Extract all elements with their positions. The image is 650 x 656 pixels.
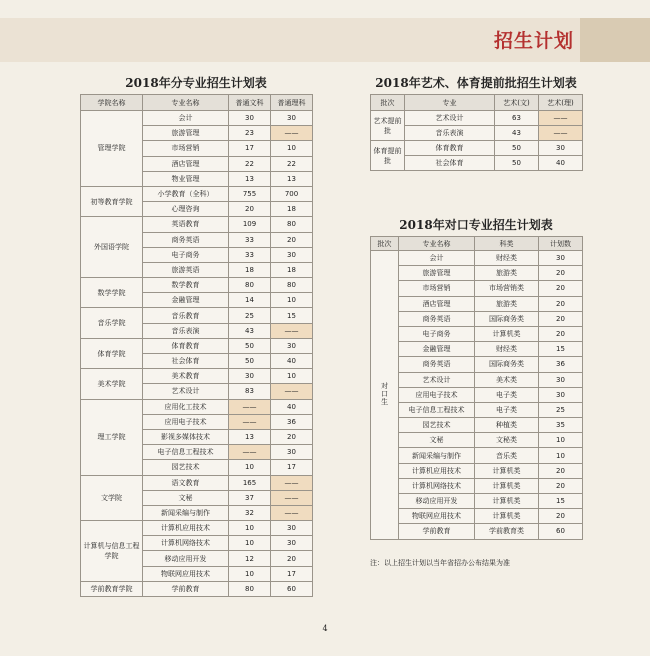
table-row <box>371 463 583 478</box>
plan-count: 20 <box>271 551 313 566</box>
college-name: 文学院 <box>81 475 143 521</box>
major-name: 会计 <box>399 251 475 266</box>
college-name: 计算机与信息工程学院 <box>81 521 143 582</box>
subject-category: 种植类 <box>475 418 539 433</box>
major-name: 金融管理 <box>143 293 229 308</box>
subject-category: 旅游类 <box>475 296 539 311</box>
plan-count: 60 <box>271 581 313 596</box>
plan-count: 80 <box>271 217 313 232</box>
plan-count: 30 <box>271 247 313 262</box>
batch-name: 艺术提前批 <box>371 111 405 141</box>
college-name: 初等教育学院 <box>81 186 143 216</box>
plan-count: 15 <box>271 308 313 323</box>
plan-count: 30 <box>271 521 313 536</box>
major-name: 金融管理 <box>399 342 475 357</box>
subject-category: 财经类 <box>475 251 539 266</box>
major-name: 应用电子技术 <box>143 414 229 429</box>
subject-category: 计算机类 <box>475 463 539 478</box>
column-header: 批次 <box>371 95 405 111</box>
plan-count: 37 <box>229 490 271 505</box>
batch-name: 体育提前批 <box>371 141 405 171</box>
major-name: 英语教育 <box>143 217 229 232</box>
major-name: 计算机应用技术 <box>399 463 475 478</box>
plan-count: 33 <box>229 247 271 262</box>
column-header: 计划数 <box>539 237 583 251</box>
plan-count: 10 <box>271 293 313 308</box>
table-row <box>371 342 583 357</box>
plan-count: 20 <box>271 429 313 444</box>
plan-count: 80 <box>229 278 271 293</box>
major-name: 音乐教育 <box>143 308 229 323</box>
plan-count: —— <box>539 111 583 126</box>
subject-category: 电子类 <box>475 402 539 417</box>
column-header: 学院名称 <box>81 95 143 111</box>
major-name: 新闻采编与制作 <box>143 505 229 520</box>
major-name: 市场营销 <box>399 281 475 296</box>
major-name: 商务英语 <box>399 357 475 372</box>
plan-count: 20 <box>539 478 583 493</box>
plan-count: 40 <box>271 354 313 369</box>
college-name: 外国语学院 <box>81 217 143 278</box>
major-name: 社会体育 <box>143 354 229 369</box>
table-row <box>371 266 583 281</box>
major-name: 学前教育 <box>143 581 229 596</box>
plan-count: 43 <box>229 323 271 338</box>
art-sports-plan-table <box>370 94 583 171</box>
plan-count: 10 <box>229 521 271 536</box>
plan-count: 36 <box>271 414 313 429</box>
table-row <box>81 475 313 490</box>
table-row <box>371 311 583 326</box>
plan-count: 18 <box>271 262 313 277</box>
plan-count: 20 <box>539 296 583 311</box>
plan-count: 700 <box>271 186 313 201</box>
subject-category: 美术类 <box>475 372 539 387</box>
table-row <box>81 111 313 126</box>
page-title: 招生计划 <box>493 30 574 52</box>
plan-count: 30 <box>539 387 583 402</box>
plan-count: —— <box>271 323 313 338</box>
major-name: 电子信息工程技术 <box>143 445 229 460</box>
page-number: 4 <box>322 624 328 633</box>
plan-count: 35 <box>539 418 583 433</box>
major-name: 文秘 <box>143 490 229 505</box>
plan-count: 23 <box>229 126 271 141</box>
major-name: 旅游管理 <box>399 266 475 281</box>
plan-count: 30 <box>271 338 313 353</box>
plan-count: 20 <box>539 509 583 524</box>
plan-count: 17 <box>271 566 313 581</box>
subject-category: 音乐类 <box>475 448 539 463</box>
major-name: 应用化工技术 <box>143 399 229 414</box>
major-name: 应用电子技术 <box>399 387 475 402</box>
subject-category: 计算机类 <box>475 326 539 341</box>
plan-count: 63 <box>495 111 539 126</box>
table-row <box>371 494 583 509</box>
table-row <box>371 509 583 524</box>
plan-count: 83 <box>229 384 271 399</box>
plan-count: 20 <box>229 202 271 217</box>
plan-count: 43 <box>495 126 539 141</box>
major-name: 体育教育 <box>405 141 495 156</box>
plan-count: —— <box>229 399 271 414</box>
plan-count: 18 <box>229 262 271 277</box>
table-row <box>371 296 583 311</box>
plan-count: 10 <box>539 448 583 463</box>
subject-category: 国际商务类 <box>475 357 539 372</box>
plan-count: 13 <box>271 171 313 186</box>
plan-count: 22 <box>271 156 313 171</box>
table-row <box>81 369 313 384</box>
table-row <box>371 402 583 417</box>
plan-count: 50 <box>495 156 539 171</box>
plan-count: 30 <box>539 141 583 156</box>
table-row <box>371 524 583 539</box>
plan-count: 20 <box>539 463 583 478</box>
college-name: 美术学院 <box>81 369 143 399</box>
column-header: 普通文科 <box>229 95 271 111</box>
table-row <box>371 251 583 266</box>
subject-category: 文秘类 <box>475 433 539 448</box>
table1-title: 2018年分专业招生计划表 <box>125 76 267 90</box>
plan-count: 14 <box>229 293 271 308</box>
table2-title: 2018年艺术、体育提前批招生计划表 <box>375 76 577 90</box>
major-name: 体育教育 <box>143 338 229 353</box>
major-name: 园艺技术 <box>399 418 475 433</box>
plan-count: 36 <box>539 357 583 372</box>
table-row <box>81 399 313 414</box>
table-row <box>371 372 583 387</box>
major-name: 商务英语 <box>143 232 229 247</box>
major-name: 文秘 <box>399 433 475 448</box>
major-plan-table <box>80 94 313 597</box>
plan-count: 30 <box>271 111 313 126</box>
plan-count: 17 <box>229 141 271 156</box>
plan-count: 13 <box>229 171 271 186</box>
plan-count: 165 <box>229 475 271 490</box>
plan-count: 30 <box>271 536 313 551</box>
plan-count: 30 <box>271 445 313 460</box>
table-row <box>371 418 583 433</box>
subject-category: 计算机类 <box>475 478 539 493</box>
major-name: 电子商务 <box>399 326 475 341</box>
table-row <box>371 387 583 402</box>
plan-count: 30 <box>229 369 271 384</box>
plan-count: —— <box>271 126 313 141</box>
plan-count: 33 <box>229 232 271 247</box>
plan-count: 13 <box>229 429 271 444</box>
plan-count: 22 <box>229 156 271 171</box>
plan-count: —— <box>539 126 583 141</box>
column-header: 科类 <box>475 237 539 251</box>
plan-count: 20 <box>539 281 583 296</box>
plan-count: —— <box>271 384 313 399</box>
plan-count: 10 <box>271 369 313 384</box>
plan-count: 18 <box>271 202 313 217</box>
plan-count: 30 <box>539 251 583 266</box>
note: 注：以上招生计划以当年省招办公布结果为准 <box>370 559 510 567</box>
major-name: 旅游管理 <box>143 126 229 141</box>
plan-count: 17 <box>271 460 313 475</box>
subject-category: 学前教育类 <box>475 524 539 539</box>
column-header: 专业 <box>405 95 495 111</box>
major-name: 艺术设计 <box>143 384 229 399</box>
plan-count: —— <box>271 505 313 520</box>
table-row <box>371 478 583 493</box>
major-name: 电子信息工程技术 <box>399 402 475 417</box>
subject-category: 计算机类 <box>475 494 539 509</box>
plan-count: 15 <box>539 494 583 509</box>
plan-count: 50 <box>229 338 271 353</box>
plan-count: 20 <box>271 232 313 247</box>
plan-count: —— <box>271 490 313 505</box>
table-row <box>81 581 313 596</box>
major-name: 数学教育 <box>143 278 229 293</box>
subject-category: 财经类 <box>475 342 539 357</box>
table-row <box>371 433 583 448</box>
plan-count: 10 <box>229 566 271 581</box>
major-name: 旅游英语 <box>143 262 229 277</box>
major-name: 物联网应用技术 <box>143 566 229 581</box>
table-row <box>81 186 313 201</box>
plan-count: 15 <box>539 342 583 357</box>
subject-category: 旅游类 <box>475 266 539 281</box>
table-row <box>371 448 583 463</box>
plan-count: 40 <box>271 399 313 414</box>
subject-category: 国际商务类 <box>475 311 539 326</box>
table-row <box>371 281 583 296</box>
vocational-plan-table <box>370 236 583 540</box>
column-header: 艺术(理) <box>539 95 583 111</box>
header-accent <box>580 18 650 62</box>
major-name: 园艺技术 <box>143 460 229 475</box>
plan-count: 50 <box>229 354 271 369</box>
major-name: 移动应用开发 <box>399 494 475 509</box>
major-name: 电子商务 <box>143 247 229 262</box>
plan-count: 10 <box>229 460 271 475</box>
major-name: 语文教育 <box>143 475 229 490</box>
plan-count: 30 <box>229 111 271 126</box>
table-row <box>81 308 313 323</box>
plan-count: 20 <box>539 311 583 326</box>
college-name: 理工学院 <box>81 399 143 475</box>
major-name: 酒店管理 <box>399 296 475 311</box>
major-name: 音乐表演 <box>143 323 229 338</box>
batch-label: 对口生 <box>380 381 389 406</box>
subject-category: 计算机类 <box>475 509 539 524</box>
plan-count: —— <box>271 475 313 490</box>
plan-count: —— <box>229 414 271 429</box>
plan-count: 25 <box>229 308 271 323</box>
major-name: 影视多媒体技术 <box>143 429 229 444</box>
major-name: 艺术设计 <box>405 111 495 126</box>
subject-category: 电子类 <box>475 387 539 402</box>
major-name: 市场营销 <box>143 141 229 156</box>
plan-count: 60 <box>539 524 583 539</box>
column-header: 普通理科 <box>271 95 313 111</box>
college-name: 数学学院 <box>81 278 143 308</box>
plan-count: 20 <box>539 326 583 341</box>
college-name: 管理学院 <box>81 111 143 187</box>
table-row <box>371 111 583 126</box>
plan-count: 80 <box>229 581 271 596</box>
plan-count: 20 <box>539 266 583 281</box>
major-name: 移动应用开发 <box>143 551 229 566</box>
plan-count: 10 <box>271 141 313 156</box>
table-row <box>81 338 313 353</box>
column-header: 批次 <box>371 237 399 251</box>
college-name: 音乐学院 <box>81 308 143 338</box>
table-row <box>371 326 583 341</box>
table-row <box>81 521 313 536</box>
column-header: 专业名称 <box>399 237 475 251</box>
table-row <box>371 357 583 372</box>
plan-count: 40 <box>539 156 583 171</box>
subject-category: 市场营销类 <box>475 281 539 296</box>
table-row <box>81 278 313 293</box>
plan-count: 10 <box>229 536 271 551</box>
table-row <box>81 217 313 232</box>
plan-count: 50 <box>495 141 539 156</box>
major-name: 小学教育（全科） <box>143 186 229 201</box>
major-name: 美术教育 <box>143 369 229 384</box>
college-name: 体育学院 <box>81 338 143 368</box>
table3-title: 2018年对口专业招生计划表 <box>399 218 553 232</box>
plan-count: 30 <box>539 372 583 387</box>
table-row <box>371 141 583 156</box>
plan-count: 32 <box>229 505 271 520</box>
major-name: 酒店管理 <box>143 156 229 171</box>
major-name: 音乐表演 <box>405 126 495 141</box>
major-name: 物联网应用技术 <box>399 509 475 524</box>
major-name: 计算机网络技术 <box>399 478 475 493</box>
plan-count: 80 <box>271 278 313 293</box>
major-name: 物业管理 <box>143 171 229 186</box>
major-name: 商务英语 <box>399 311 475 326</box>
column-header: 专业名称 <box>143 95 229 111</box>
major-name: 社会体育 <box>405 156 495 171</box>
major-name: 艺术设计 <box>399 372 475 387</box>
column-header: 艺术(文) <box>495 95 539 111</box>
plan-count: 109 <box>229 217 271 232</box>
major-name: 学前教育 <box>399 524 475 539</box>
college-name: 学前教育学院 <box>81 581 143 596</box>
batch-name <box>371 251 399 540</box>
plan-count: 25 <box>539 402 583 417</box>
major-name: 会计 <box>143 111 229 126</box>
major-name: 计算机应用技术 <box>143 521 229 536</box>
plan-count: —— <box>229 445 271 460</box>
plan-count: 755 <box>229 186 271 201</box>
major-name: 心理咨询 <box>143 202 229 217</box>
major-name: 新闻采编与制作 <box>399 448 475 463</box>
plan-count: 12 <box>229 551 271 566</box>
plan-count: 10 <box>539 433 583 448</box>
major-name: 计算机网络技术 <box>143 536 229 551</box>
